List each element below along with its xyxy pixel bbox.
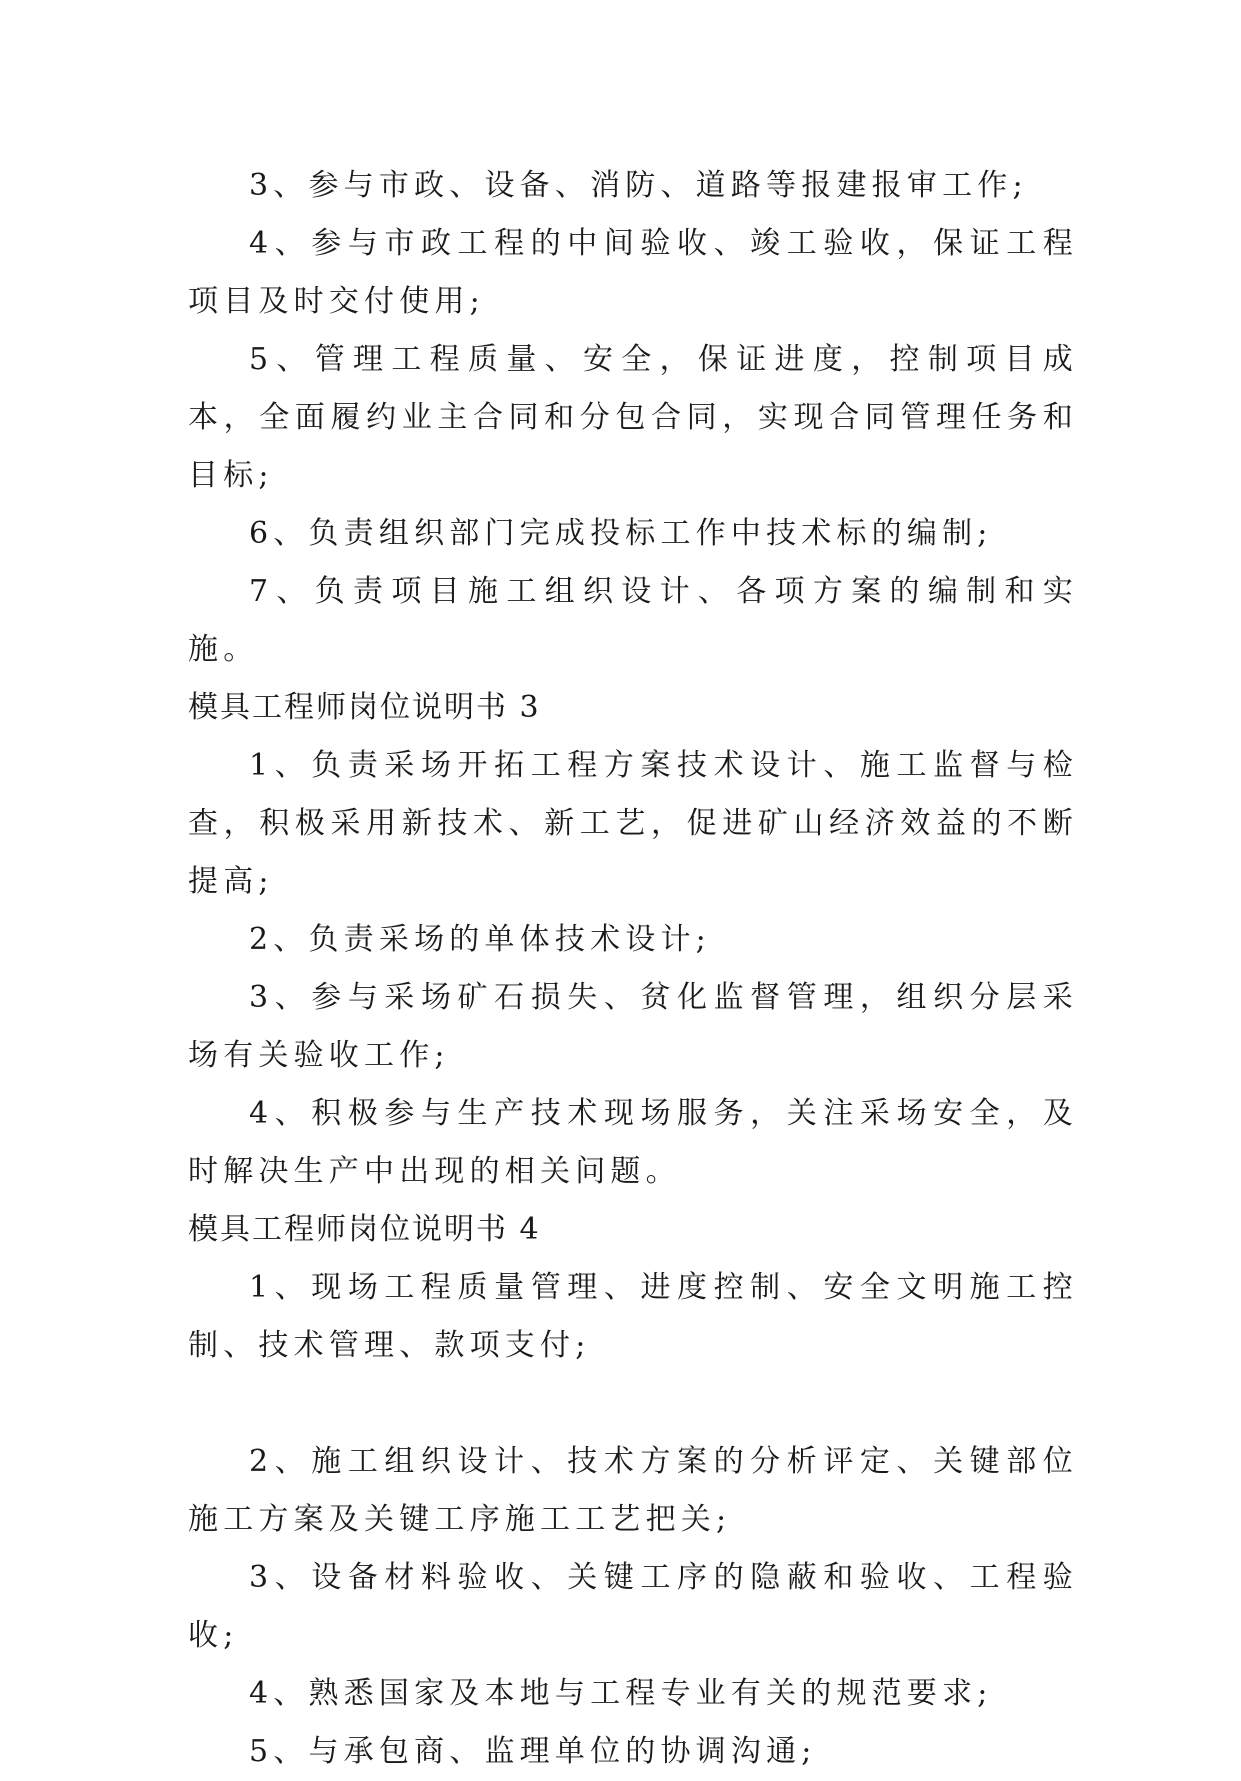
document-page	[188, 157, 1078, 1781]
paragraph-7: 2、负责采场的单体技术设计;	[249, 922, 711, 957]
paragraph-8: 3、参与采场矿石损失、贫化监督管理，组织分层采场有关验收工作;	[188, 980, 1078, 1073]
paragraph-14: 5、与承包商、监理单位的协调沟通;	[249, 1734, 817, 1769]
paragraph-11: 2、施工组织设计、技术方案的分析评定、关键部位施工方案及关键工序施工工艺把关;	[188, 1444, 1078, 1537]
paragraph-6: 1、负责采场开拓工程方案技术设计、施工监督与检查，积极采用新技术、新工艺，促进矿山经济效益的不断提高;	[188, 748, 1078, 899]
paragraph-9: 4、积极参与生产技术现场服务，关注采场安全，及时解决生产中出现的相关问题。	[188, 1096, 1078, 1189]
paragraph-2: 4、参与市政工程的中间验收、竣工验收，保证工程项目及时交付使用;	[188, 226, 1078, 319]
paragraph-1: 3、参与市政、设备、消防、道路等报建报审工作;	[249, 168, 1028, 203]
blank-spacer	[188, 1375, 1078, 1433]
paragraph-4: 6、负责组织部门完成投标工作中技术标的编制;	[249, 516, 993, 551]
section-heading-4: 模具工程师岗位说明书 4	[188, 1212, 541, 1247]
paragraph-10: 1、现场工程质量管理、进度控制、安全文明施工控制、技术管理、款项支付;	[188, 1270, 1078, 1363]
paragraph-13: 4、熟悉国家及本地与工程专业有关的规范要求;	[249, 1676, 993, 1711]
paragraph-5: 7、负责项目施工组织设计、各项方案的编制和实施。	[188, 574, 1078, 667]
section-heading-3: 模具工程师岗位说明书 3	[188, 690, 541, 725]
paragraph-3: 5、管理工程质量、安全，保证进度，控制项目成本，全面履约业主合同和分包合同，实现合同管理任务和目标;	[188, 342, 1078, 493]
paragraph-12: 3、设备材料验收、关键工序的隐蔽和验收、工程验收;	[188, 1560, 1078, 1653]
